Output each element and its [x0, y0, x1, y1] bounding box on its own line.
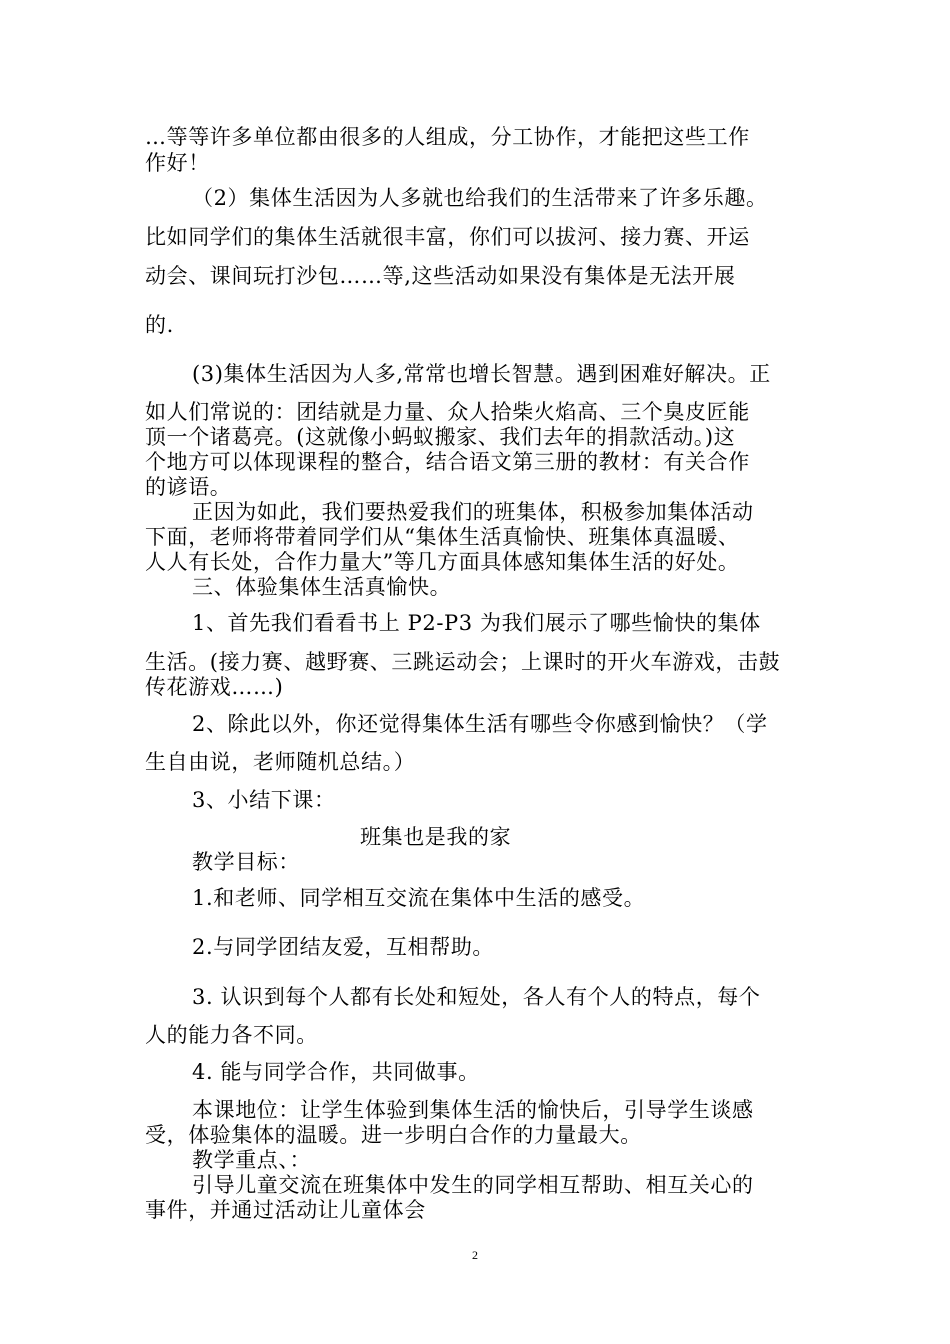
text-line: 教学目标： [192, 850, 300, 874]
text-line: 作好！ [145, 151, 210, 175]
text-line: 1.和老师、同学相互交流在集体中生活的感受。 [192, 886, 646, 910]
text-line: 2、除此以外，你还觉得集体生活有哪些令你感到愉快？（学 [192, 712, 768, 736]
text-line: 的谚语。 [145, 475, 232, 499]
text-line: 本课地位：让学生体验到集体生活的愉快后，引导学生谈感 [192, 1098, 754, 1122]
text-line: 生活。(接力赛、越野赛、三跳运动会；上课时的开火车游戏，击鼓 [145, 650, 781, 674]
text-line: 教学重点、： [192, 1148, 312, 1172]
text-line: 引导儿童交流在班集体中发生的同学相互帮助、相互关心的 [192, 1173, 754, 1197]
text-line: 动会、课间玩打沙包……等,这些活动如果没有集体是无法开展 [145, 264, 736, 288]
text-line: 事件，并通过活动让儿童体会 [145, 1198, 426, 1222]
section-heading: 三、体验集体生活真愉快。 [192, 575, 452, 599]
text-line: 下面，老师将带着同学们从“集体生活真愉快、班集体真温暖、 [145, 525, 740, 549]
text-line: 受，体验集体的温暖。进一步明白合作的力量最大。 [145, 1123, 642, 1147]
text-line: 的. [145, 313, 174, 337]
text-line: （2）集体生活因为人多就也给我们的生活带来了许多乐趣。 [192, 186, 768, 210]
lesson-title: 班集也是我的家 [360, 825, 512, 849]
text-line: 顶一个诸葛亮。(这就像小蚂蚁搬家、我们去年的捐款活动。)这 [145, 425, 736, 449]
text-line: 1、首先我们看看书上 P2-P3 为我们展示了哪些愉快的集体 [192, 611, 761, 635]
text-line: 4. 能与同学合作，共同做事。 [192, 1060, 480, 1084]
text-line: …等等许多单位都由很多的人组成，分工协作，才能把这些工作 [145, 125, 750, 149]
text-line: 个地方可以体现课程的整合，结合语文第三册的教材：有关合作 [145, 450, 750, 474]
text-line: 比如同学们的集体生活就很丰富，你们可以拔河、接力赛、开运 [145, 225, 750, 249]
page-number: 2 [472, 1248, 478, 1262]
text-line: 如人们常说的：团结就是力量、众人拾柴火焰高、三个臭皮匠能 [145, 400, 750, 424]
text-line: 生自由说，老师随机总结。） [145, 750, 416, 774]
text-line: 3. 认识到每个人都有长处和短处，各人有个人的特点，每个 [192, 985, 761, 1009]
text-line: (3)集体生活因为人多,常常也增长智慧。遇到困难好解决。正 [192, 362, 771, 386]
text-line: 人的能力各不同。 [145, 1023, 318, 1047]
text-line: 2.与同学团结友爱，互相帮助。 [192, 935, 495, 959]
text-line: 人人有长处，合作力量大”等几方面具体感知集体生活的好处。 [145, 550, 740, 574]
text-line: 3、小结下课： [192, 788, 336, 812]
text-line: 正因为如此，我们要热爱我们的班集体，积极参加集体活动 [192, 500, 754, 524]
text-line: 传花游戏……) [145, 675, 284, 699]
